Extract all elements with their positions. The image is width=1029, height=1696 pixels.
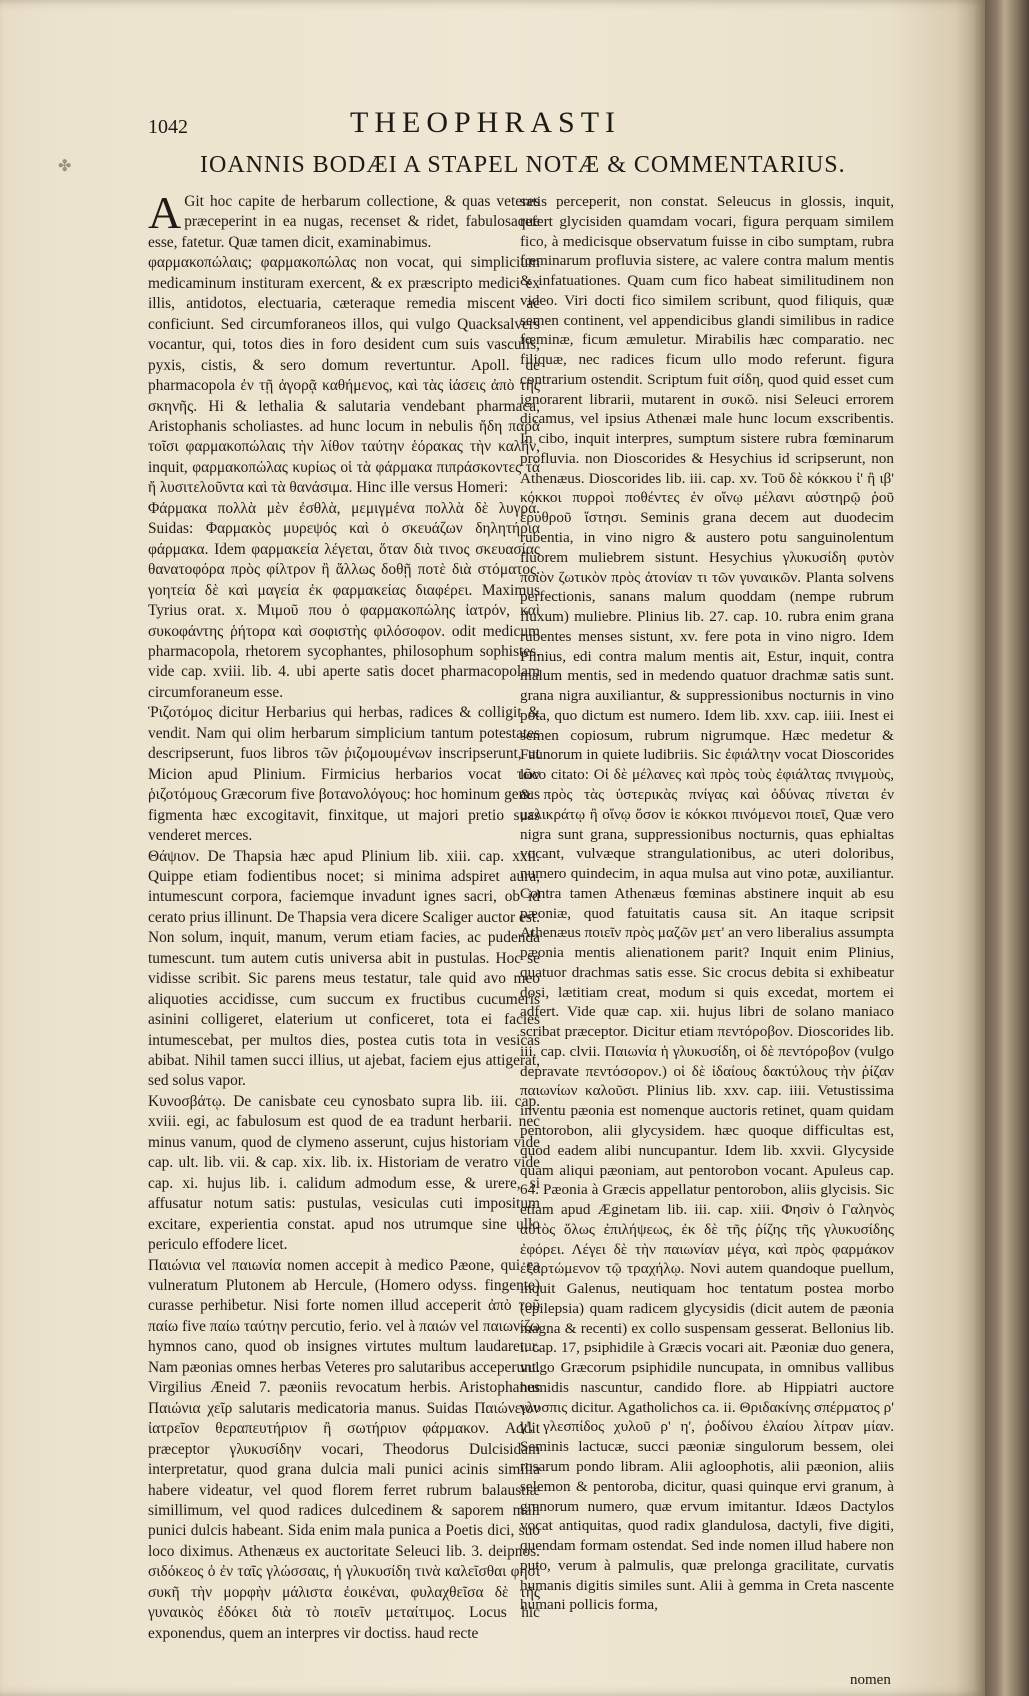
section-title: IOANNIS BODÆI A STAPEL NOTÆ & COMMENTARIUS. — [200, 152, 846, 178]
right-paragraph: satis perceperit, non constat. Seleucus in glossis, inquit, refert glycisiden quamdam vocari, figura perquam similem fico, à medicisque observatum fuisse in cibo sumptam, rubra fœminarum profluvia sistere, ac valere contra malum mentis & infatuationes. Quam cum fico habeat similitudinem non video. Viri docti fico similem scribunt, quod filiquis, quæ semen continent, vel appendicibus glandi similibus in radice fœminæ, ficum æmuletur. Mirabilis hæc comparatio. nec filiquæ, nec radices ficum ullo modo referunt. figura contrarium ostendit. Scriptum fuit σίδη, quod quid esset cum ignorarent librarii, mutarent in συκῶ. nisi Seleuci errorem dicamus, vel ipsius Athenæi male hunc locum exscribentis. In cibo, inquit interpres, sumptum sistere rubra fœminarum profluvia. non Dioscorides & Hesychius id scripserunt, non Athenæus. Dioscorides lib. iii. cap. xv. Τοῦ δὲ κόκκου ἰ' ἢ ιβ' κόκκοι πυρροὶ ποθέντες ἐν οἴνῳ μέλανι αὐστηρῷ ῥοῦ ἐρυθροῦ ἵστησι. Seminis grana decem aut duodecim rubentia, in vino nigro & austero potu sanguinolentum fluorem muliebrem sistunt. Hesychius γλυκυσίδη φυτὸν ποιὸν ζωτικὸν πρὸς ἀτονίαν τι τῶν γυναικῶν. Planta solvens perfectionis, sanans malum quoddam (nempe rubrum fluxum) muliebre. Plinius lib. 27. cap. 10. rubra enim grana rubentes menses sistunt, xv. fere pota in vino nigro. Idem Plinius, edi contra malum mentis ait, Estur, inquit, contra malum mentis, sed in medendo quatuor drachmæ satis sunt. grana nigra auxiliantur, & suppressionibus nocturnis in vino pota, quo dictum est numero. Idem lib. xxv. cap. iiii. Inest ei semen copiosum, rubrum nigrumque. Hæc medetur & Faunorum in quiete ludibriis. Sic ἐφιάλτην vocat Dioscorides loco citato: Οἱ δὲ μέλανες καὶ πρὸς τοὺς ἐφιάλτας πνιγμοὺς, & πρὸς τὰς ὑστερικὰς πνίγας καὶ ὀδύνας πίνεται ἐν μελικράτῳ ἢ οἴνῳ ὅσον ἱε κόκκοι πινόμενοι ποιεῖ, Quæ vero nigra sunt grana, suppressionibus nocturnis, quas ephialtas vocant, vulvæque strangulationibus, ac uteri doloribus, numero quindecim, in aqua mulsa aut vino potæ, auxiliantur. Contra tamen Athenæus fœminas abstinere inquit ab esu pæoniæ, quod fatuitatis causa sit. An itaque scripsit Athenæus ποιεῖν πρὸς μαζῶν μετ' an vero liberalius assumpta pæonia mentis alienationem parit? Inquit enim Plinius, quatuor drachmas satis esse. Sic crocus debita si exhibeatur dosi, lætitiam creat, modum si quis excedat, mortem ei adfert. Vide quæ cap. xii. hujus libri de solano maniaco scribat præceptor. Dicitur etiam πεντόροβον. Dioscorides lib. iii. cap. clvii. Παιωνία ἡ γλυκυσίδη, οἱ δὲ πεντόροβον (vulgo depravate πεντόσορον.) οἱ δὲ ἰδαίους δακτύλους τὴν ῥίζαν παιωνίων καλοῦσι. Plinius lib. xxv. cap. iiii. Vetustissima inventu pæonia est nomenque auctoris retinet, quam quidam pentorobon, alii glycysidem. hæc quoque difficultas est, quod eadem alibi nuncupantur. Idem lib. xxvii. Glycyside quam aliqui pæoniam, aut pentorobon vocant. Apuleus cap. 64. Pæonia à Græcis appellatur pentorobon, aliis glycisis. Sic etiam apud Æginetam lib. iii. cap. xiii. Φησὶν ὁ Γαληνὸς αὐτὸς ὅλως ἐπιλήψεως, ἐκ δὲ τῆς ῥίζης τῆς γλυκυσίδης ἐφόρει. Λέγει δὲ τὴν παιωνίαν μέγα, καὶ πρὸς φαρμάκον ἐξαρτώμενον τῷ τραχήλῳ. Novi autem quandoque puellum, inquit Galenus, neutiquam hoc tentatum postea morbo (epilepsia) quam radicem glycysidis (dicit autem de pæonia magna & recenti) ex collo suspensam gesserat. Bellonius lib. i. cap. 17, psiphidile à Græcis vocari ait. Pæoniæ duo genera, vulgo Græcorum psiphidile nuncupata, in omnibus vallibus humidis nascuntur, candido flore. ab Hippiatri auctore γλυσπις dicitur. Agatholichos ca. ii. Θριδακίνης σπέρματος ρ' γ', γλεσπίδος χυλοῦ ρ' η', ῥοδίνου ἐλαίου λίτραν μίαν. Seminis lactucæ, succi pæoniæ singulorum bessem, olei rosarum pondo libram. Alii agloophotis, alii pæonion, aliis selemon & pentoroba, dicitur, quasi quinque ervi granum, à granorum numero, quæ ervum imitantur. Idæos Dactylos vocat antiquitas, quod radix glandulosa, dactyli, five digiti, quendam formam ostendat. Sed inde nomen illud habere non puto, verum à palmulis, quæ prelonga gracilitate, curvatis humanis digitis similes sunt. Alii à gemma in Creta nascente humani pollicis forma, — [520, 193, 894, 1614]
left-paragraph: Ῥιζοτόμος dicitur Herbarius qui herbas, radices & colligit & vendit. Nam qui olim herbarum simplicium tantum potestates descripserunt, fuos libros τῶν ῥιζομουμένων inscripserunt, ut Micion apud Plinium. Firmicius herbarios vocat τῶν ῥιζοτόμους Græcorum five βοτανολόγους: hoc hominum genus figmenta hæc excogitavit, finxitque, ut majori pretio suas venderet merces. — [148, 704, 540, 845]
left-paragraph: Φάρμακα πολλὰ μὲν ἐσθλὰ, μεμιγμένα πολλὰ δὲ λυγρά. Suidas: Φαρμακὸς μυρεψός καὶ ὁ σκευάζων δηλητήρια φάρμακα. Idem φαρμακεία λέγεται, ὅταν διὰ τινος σκευασίας θανατοφόρα πρὸς φίλτρον ἢ ἄλλως δοθῇ ποτὲ διὰ στόματος. γοητεία δὲ καὶ μαγεία ἐκ φαρμακείας διαφέρει. Maximus Tyrius orat. x. Μιμοῦ που ὁ φαρμακοπώλης ἰατρόν, καὶ συκοφάντης ῥήτορα καὶ σοφιστὴς φιλόσοφον. odit medicum pharmacopola, rhetorem sycophantes, philosophum sophistes. vide cap. xviii. lib. 4. ubi aperte satis docet pharmacopolam circumforaneum esse. — [148, 499, 540, 701]
flower-ornament-icon: ✤ — [58, 158, 72, 175]
running-head: THEOPHRASTI — [350, 106, 622, 139]
left-paragraph: Κυνοσβάτῳ. De canisbate ceu cynosbato supra lib. iii. cap. xviii. egi, ac fabulosum est quod de ea tradunt herbarii. nec minus vanum, quod de clymeno asserunt, cujus historiam vide cap. ult. lib. vii. & cap. xix. lib. ix. Historiam de veratro vide cap. xi. hujus lib. i. calidum admodum esse, & urere, si affusatur notum satis: pustulas, vesiculas cuti impositum excitare, experientia constat. apud nos utrumque sine ullo periculo effodere licet. — [148, 1092, 540, 1254]
left-paragraph: Git hoc capite de herbarum collectione, & quas veteres præceperint in ea nugas, recenset & ridet, fabulosaque esse, fatetur. Quæ tamen dicit, examinabimus. — [148, 193, 540, 251]
page-edge — [985, 0, 1029, 1696]
right-column — [520, 192, 894, 1615]
catchword: nomen — [850, 1672, 891, 1688]
left-paragraph: φαρμακοπώλαις; φαρμακοπώλας non vocat, qui simplicium medicaminum instituram exercent, & ex præscripto medici ex illis, antidotos, electuaria, cæteraque remedia miscent ac conficiunt. Sed circumforaneos illos, qui vulgo Quacksalvers vocantur, qui, totos dies in foro desident cum suis vasculis, pyxis, cistis, & sero domum revertuntur. Apoll. de pharmacopola ἐν τῇ ἀγορᾷ καθήμενος, καὶ τὰς ἰάσεις ἀπὸ τῆς σκηνῆς. Hi & lethalia & salutaria vendebant pharmaca, Aristophanis scholiastes. ad hunc locum in nebulis ἤδη παρὰ τοῖσι φαρμακοπώλαις τὴν λίθον ταύτην ἑόρακας τὴν καλήν, inquit, φαρμακοπώλας κυρίως οἱ τὰ φάρμακα πιπράσκοντες τά ἤ λυσιτελοῦντα καὶ τὰ θανάσιμα. Hinc ille versus Homeri: — [148, 254, 540, 497]
drop-cap: A — [148, 187, 182, 238]
left-column — [148, 187, 540, 1644]
left-paragraph: Παιώνια vel παιωνία nomen accepit à medico Pæone, qui ea vulneratum Plutonem ab Hercule, (Homero odyss. fingente) curasse perhibetur. Nisi forte nomen illud acceperit ἀπὸ τοῦ παίω five παίω ταύτην percutio, ferio. vel à παιών vel παιωνίζω hymnos cano, quod ob insignes virtutes multum laudaretur. Nam pæonias omnes herbas Veteres pro salutaribus acceperunt. Virgilius Æneid 7. pæoniis revocatum herbis. Aristophanes Παιώνια χεῖρ salutaris medicatoria manus. Suidas Παιώνειον ἰατρεῖον θεραπευτήριον ἢ σωτήριον φάρμακον. Addit præceptor γλυκυσίδην vocari, Theodorus Dulcisidam interpretatur, quod grana dulcia mali punici acinis similia habere videatur, vel quod florem ferret rubrum balaustiæ simillimum, vel quod radices dulcedinem & saporem mali punici dulcis habeant. Sida enim mala punica a Poetis dici, suo loco diximus. Athenæus ex auctoritate Seleuci lib. 3. deipnos. σιδόκεος ὁ ἐν ταῖς γλώσσαις, ἡ γλυκυσίδη τινὰ καλεῖσθαι φησὶ συκῆ τὴν μορφὴν μάλιστα ἐοικέναι, φυλαχθεῖσα δὲ τῆς γυναικὸς ἐδόκει διὰ τὸ ποιεῖν μεταίτιμος. Locus hic exponendus, quem an interpres vir doctiss. haud recte — [148, 1256, 540, 1642]
left-paragraph: Θάψιον. De Thapsia hæc apud Plinium lib. xiii. cap. xxii. Quippe etiam fodientibus nocet; si minima adspiret aura, intumescunt corpora, faciemque invadunt ignes sacri, ob id cerato prius illinunt. De Thapsia vera dicere Scaliger auctor est. Non solum, inquit, manum, verum etiam facies, ac pudenda tumescunt. tum autem cutis universa abit in pustulas. Hoc se vidisse scribit. Sic parens meus testatur, tale quid avo meo aliquoties accidisse, cum succum ex fructibus cucumeris asinini colligeret, elaterium ut conficeret, tota ei facies intumescebat, per multos dies, postea cutis tota in vesicas abibat. Nihil tamen succi illius, ut ajebat, faciem ejus attigerat, sed solus vapor. — [148, 847, 540, 1090]
page-number: 1042 — [148, 116, 188, 138]
